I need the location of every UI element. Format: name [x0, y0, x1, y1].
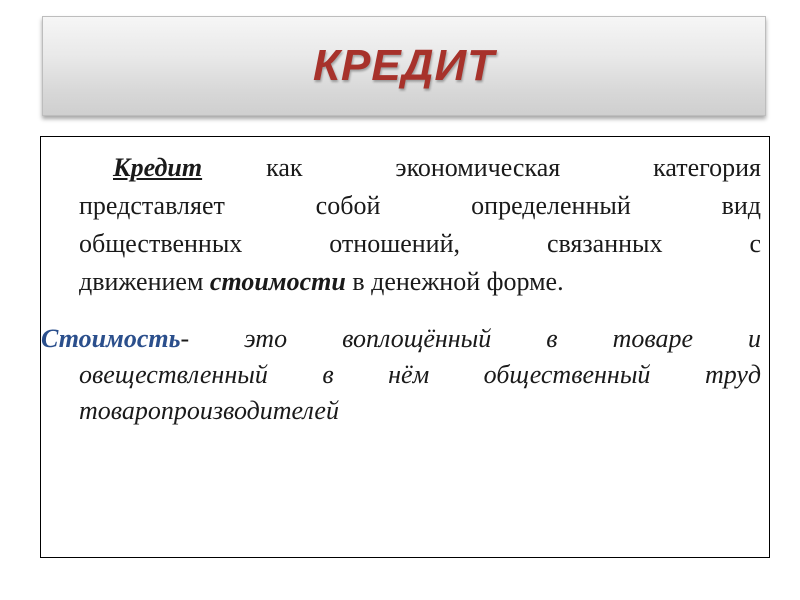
cost-line-3: товаропроизводителей: [79, 396, 339, 425]
credit-line-3: общественных отношений, связанных с: [79, 229, 761, 258]
cost-line-1-text: - это воплощённый в товаре и: [180, 324, 761, 353]
slide-title: КРЕДИТ: [312, 41, 496, 90]
cost-term: Стоимость: [41, 324, 181, 353]
credit-line-2: представляет собой определенный вид: [79, 191, 761, 220]
credit-line-4: [79, 263, 761, 301]
title-bar: [42, 16, 766, 116]
credit-definition-paragraph: [79, 149, 761, 301]
credit-line-1: [79, 149, 761, 187]
credit-line-4-start: движением: [79, 267, 204, 296]
cost-line-1-wrap: [41, 321, 181, 357]
credit-line-1-text: как экономическая категория: [266, 153, 761, 182]
credit-term: Кредит: [113, 153, 203, 182]
cost-definition-paragraph: [41, 321, 761, 429]
content-box: [40, 136, 770, 558]
credit-line-4-end: в денежной форме.: [352, 267, 564, 296]
cost-line-1: [41, 321, 761, 357]
cost-term-inline: стоимости: [209, 267, 346, 296]
cost-line-2: овеществленный в нём общественный труд: [79, 360, 761, 389]
